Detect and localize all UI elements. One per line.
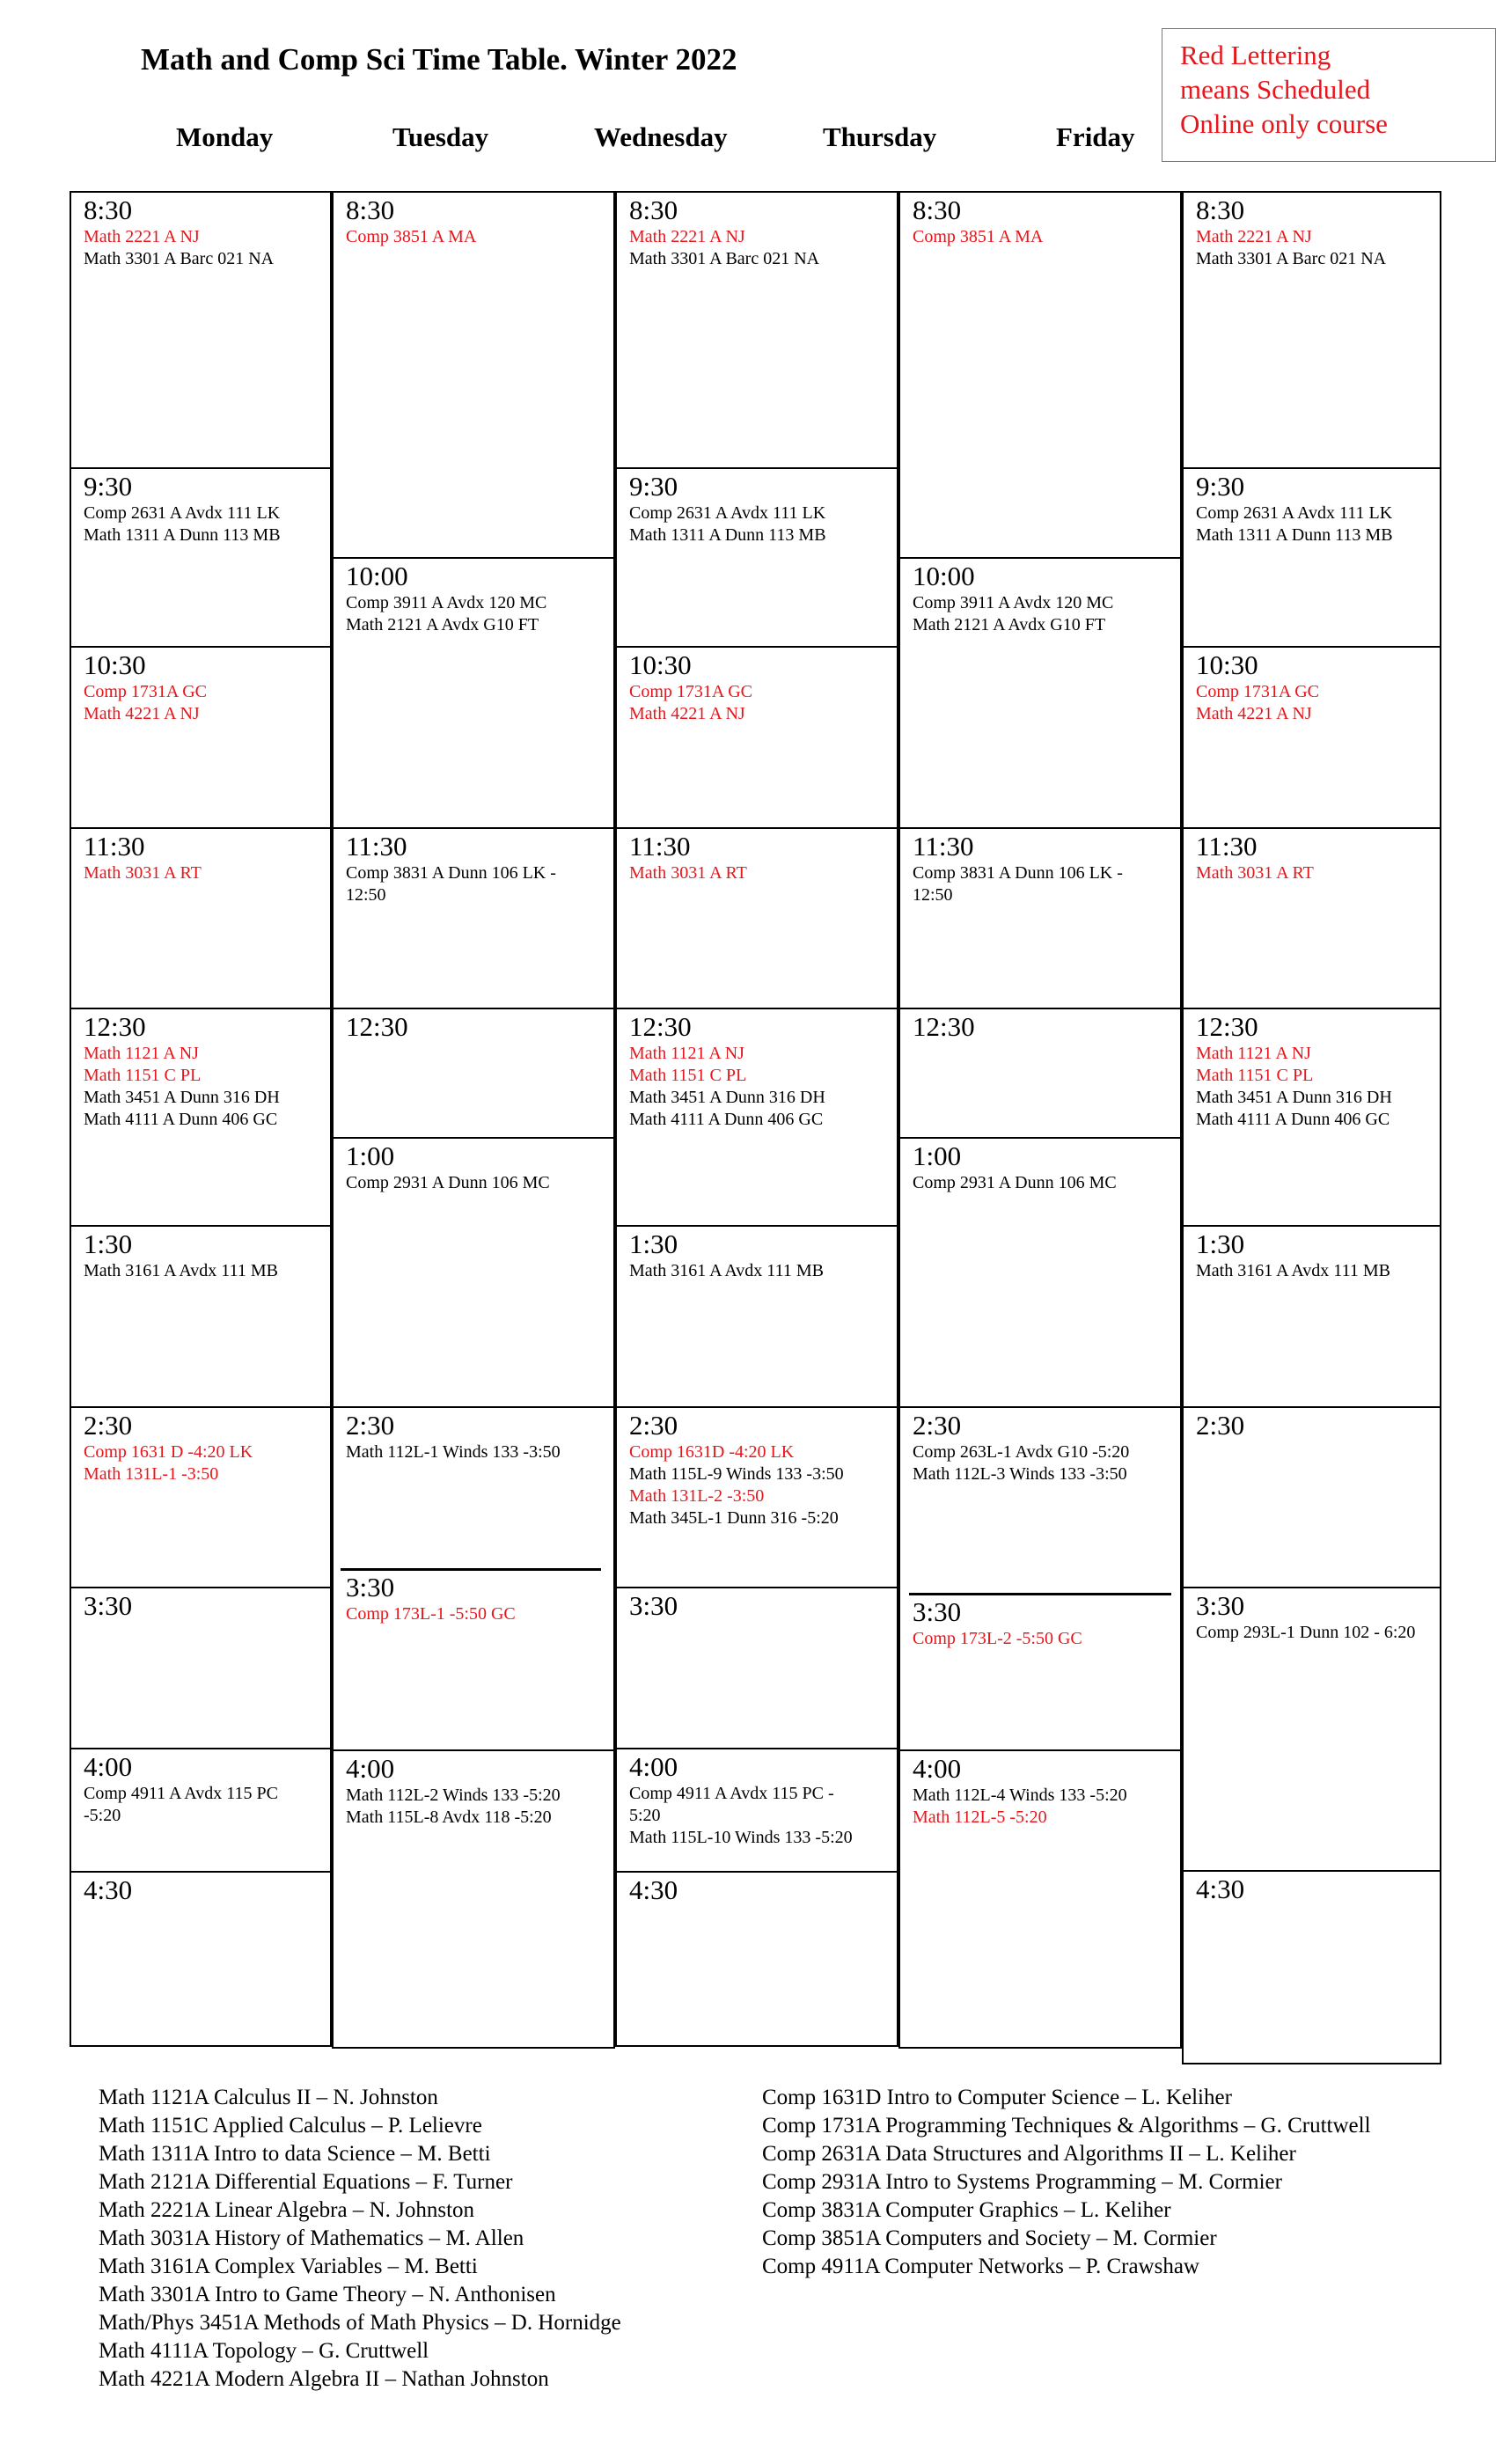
slot-content: [913, 831, 1171, 906]
slot-time: 2:30: [913, 1410, 962, 1441]
slot-time: 11:30: [913, 831, 974, 862]
slot-time: 1:30: [1196, 1228, 1245, 1259]
page-title: Math and Comp Sci Time Table. Winter 2022: [141, 42, 737, 77]
slot-time: 8:30: [84, 194, 133, 225]
course-entry: Math 3031A History of Mathematics – M. Allen: [99, 2226, 524, 2250]
course-entry: Math 115L-9 Winds 133 -3:50: [629, 1464, 844, 1484]
slot-content: [1196, 1011, 1431, 1131]
slot-content: [1196, 1590, 1431, 1644]
slot-content: [84, 1874, 321, 1906]
course-entry: Math 112L-4 Winds 133 -5:20: [913, 1786, 1127, 1805]
time-slot: [1182, 1870, 1441, 2064]
course-entry: Comp 2631 A Avdx 111 LK: [1196, 503, 1393, 523]
time-slot: [898, 557, 1182, 829]
course-entry: Math 112L-2 Winds 133 -5:20: [346, 1786, 561, 1805]
time-slot: [615, 191, 898, 469]
time-slot: [332, 191, 615, 559]
online-course-entry: Comp 3851 A MA: [913, 227, 1044, 246]
slot-content: [629, 649, 888, 725]
course-entry: Math 3301 A Barc 021 NA: [84, 249, 275, 268]
slot-content: [629, 831, 888, 884]
course-entry: Math 3161A Complex Variables – M. Betti: [99, 2255, 478, 2278]
slot-time: 10:00: [913, 561, 975, 591]
slot-time: 2:30: [1196, 1410, 1245, 1441]
slot-time: 3:30: [629, 1590, 678, 1621]
slot-time: 12:30: [1196, 1011, 1258, 1042]
course-entry: Comp 3831 A Dunn 106 LK -: [913, 863, 1123, 883]
slot-content: [346, 831, 605, 906]
course-entry: Math 1311 A Dunn 113 MB: [629, 525, 826, 545]
slot-content: [913, 1753, 1171, 1829]
slot-time: 1:00: [346, 1140, 395, 1171]
course-entry: Comp 2631A Data Structures and Algorithms II – L. Keliher: [762, 2142, 1296, 2166]
legend-line-1: Red Lettering: [1180, 40, 1331, 70]
time-slot: [898, 1008, 1182, 1139]
online-course-entry: Math 1121 A NJ: [1196, 1044, 1311, 1063]
online-course-entry: Math 112L-5 -5:20: [913, 1808, 1047, 1827]
course-entry: Comp 2631 A Avdx 111 LK: [84, 503, 281, 523]
online-course-entry: Math 4221 A NJ: [84, 704, 200, 723]
course-entry: Comp 2931 A Dunn 106 MC: [913, 1173, 1117, 1192]
slot-content: [629, 194, 888, 270]
course-entry: Math 3161 A Avdx 111 MB: [1196, 1261, 1390, 1280]
time-slot: [70, 646, 332, 829]
time-slot: [332, 557, 615, 829]
slot-time: 2:30: [346, 1410, 395, 1441]
course-entry: Math 4111A Topology – G. Cruttwell: [99, 2339, 429, 2363]
time-slot: [70, 191, 332, 469]
slot-content: [1196, 831, 1431, 884]
course-entry: Math 2121A Differential Equations – F. Turner: [99, 2170, 513, 2194]
slot-time: 9:30: [1196, 471, 1245, 502]
legend-box: [1162, 28, 1496, 162]
course-entry: Math 1311A Intro to data Science – M. Betti: [99, 2142, 491, 2166]
slot-content: [629, 1751, 888, 1849]
online-course-entry: Comp 1631 D -4:20 LK: [84, 1442, 253, 1462]
slot-time: 3:30: [913, 1596, 962, 1627]
time-slot: [615, 1008, 898, 1227]
time-slot: [615, 1406, 898, 1588]
slot-time: 8:30: [629, 194, 678, 225]
slot-time: 9:30: [629, 471, 678, 502]
time-slot: [70, 1587, 332, 1749]
slot-content: [1196, 1874, 1431, 1905]
slot-time: 4:30: [84, 1874, 133, 1905]
course-entry: Math 3301 A Barc 021 NA: [1196, 249, 1387, 268]
online-course-entry: Math 2221 A NJ: [84, 227, 200, 246]
time-slot: [70, 1225, 332, 1408]
course-entry: Comp 293L-1 Dunn 102 - 6:20: [1196, 1623, 1416, 1642]
online-course-entry: Math 1151 C PL: [1196, 1066, 1314, 1085]
slot-content: [913, 1011, 1171, 1043]
time-slot: [332, 1749, 615, 2049]
course-entry: Math 3161 A Avdx 111 MB: [84, 1261, 278, 1280]
slot-content: [629, 1410, 888, 1529]
course-entry: Comp 1731A Programming Techniques & Algorithms – G. Cruttwell: [762, 2114, 1371, 2138]
course-entry: Comp 2931A Intro to Systems Programming – M. Cormier: [762, 2170, 1282, 2194]
slot-time: 4:00: [913, 1753, 962, 1784]
slot-content: [84, 1228, 321, 1282]
course-entry: Comp 4911A Computer Networks – P. Crawshaw: [762, 2255, 1199, 2278]
course-entry: Comp 263L-1 Avdx G10 -5:20: [913, 1442, 1130, 1462]
slot-content: [629, 1228, 888, 1282]
course-entry: Math 1121A Calculus II – N. Johnston: [99, 2086, 438, 2109]
slot-content: [346, 1140, 605, 1194]
day-column-friday: [1182, 191, 1441, 2041]
course-entry: Math 3451 A Dunn 316 DH: [1196, 1088, 1392, 1107]
day-column-thursday: [898, 191, 1182, 2041]
course-entry: Math 2221A Linear Algebra – N. Johnston: [99, 2198, 475, 2222]
slot-time: 4:00: [84, 1751, 133, 1782]
day-header-wednesday: Wednesday: [594, 121, 728, 152]
slot-time: 8:30: [913, 194, 962, 225]
day-header-monday: Monday: [176, 121, 274, 152]
time-slot: [1182, 1406, 1441, 1588]
course-entry: Math 3451 A Dunn 316 DH: [84, 1088, 280, 1107]
time-slot: [70, 827, 332, 1009]
time-slot: [615, 827, 898, 1009]
slot-content: [629, 1590, 888, 1622]
online-course-entry: Math 4221 A NJ: [629, 704, 745, 723]
slot-time: 9:30: [84, 471, 133, 502]
course-entry: Math 4111 A Dunn 406 GC: [1196, 1110, 1390, 1129]
time-slot: [332, 1406, 615, 1751]
course-entry: Math 112L-1 Winds 133 -3:50: [346, 1442, 561, 1462]
slot-time: 11:30: [629, 831, 691, 862]
slot-time: 1:30: [84, 1228, 133, 1259]
day-header-friday: Friday: [1056, 121, 1135, 152]
course-entry: Math 4111 A Dunn 406 GC: [84, 1110, 278, 1129]
time-slot: [615, 1871, 898, 2047]
slot-content: [629, 471, 888, 546]
slot-content: [84, 1590, 321, 1622]
course-entry: Math 115L-8 Avdx 118 -5:20: [346, 1808, 552, 1827]
course-entry: Math 4111 A Dunn 406 GC: [629, 1110, 824, 1129]
online-course-entry: Comp 173L-2 -5:50 GC: [913, 1629, 1082, 1648]
online-course-entry: Math 1121 A NJ: [84, 1044, 199, 1063]
slot-time: 3:30: [346, 1572, 395, 1602]
course-list-math: [99, 2084, 621, 2394]
slot-content: [84, 831, 321, 884]
course-entry: Math 2121 A Avdx G10 FT: [913, 615, 1106, 634]
slot-content: [913, 561, 1171, 636]
slot-time: 4:30: [1196, 1874, 1245, 1904]
slot-content: [1196, 194, 1431, 270]
slot-content: [84, 194, 321, 270]
online-course-entry: Math 3031 A RT: [84, 863, 202, 883]
slot-time: 11:30: [1196, 831, 1258, 862]
slot-content: [84, 1751, 321, 1827]
slot-time: 10:30: [84, 649, 146, 680]
slot-time: 12:30: [346, 1011, 408, 1042]
slot-time: 8:30: [346, 194, 395, 225]
course-entry: Math 115L-10 Winds 133 -5:20: [629, 1828, 853, 1847]
course-entry: Math 2121 A Avdx G10 FT: [346, 615, 539, 634]
slot-content: [1196, 649, 1431, 725]
course-entry: Comp 3911 A Avdx 120 MC: [913, 593, 1114, 612]
time-slot: [1182, 191, 1441, 469]
online-course-entry: Math 131L-1 -3:50: [84, 1464, 219, 1484]
time-slot: [615, 646, 898, 829]
course-entry: Math 3301 A Barc 021 NA: [629, 249, 820, 268]
course-entry: Math 3301A Intro to Game Theory – N. Anthonisen: [99, 2283, 556, 2306]
time-slot: [898, 827, 1182, 1009]
course-entry: Math 345L-1 Dunn 316 -5:20: [629, 1508, 839, 1528]
time-slot: [615, 467, 898, 648]
slot-content: [346, 194, 605, 248]
time-slot: [898, 191, 1182, 559]
course-entry: Math 4221A Modern Algebra II – Nathan Johnston: [99, 2367, 549, 2391]
day-header-tuesday: Tuesday: [392, 121, 489, 152]
slot-time: 12:30: [629, 1011, 692, 1042]
course-entry: Comp 4911 A Avdx 115 PC: [84, 1784, 278, 1803]
online-course-entry: Comp 1631D -4:20 LK: [629, 1442, 795, 1462]
slot-time: 4:30: [629, 1874, 678, 1905]
course-entry: 5:20: [629, 1806, 661, 1825]
time-slot: [70, 1406, 332, 1588]
course-entry: Math 3451 A Dunn 316 DH: [629, 1088, 825, 1107]
online-course-entry: Comp 1731A GC: [1196, 682, 1320, 701]
online-course-entry: Math 2221 A NJ: [629, 227, 745, 246]
day-header-thursday: Thursday: [823, 121, 937, 152]
time-slot: [1182, 646, 1441, 829]
slot-content: [629, 1011, 888, 1131]
course-entry: Comp 1631D Intro to Computer Science – L. Keliher: [762, 2086, 1232, 2109]
course-entry: Comp 3831A Computer Graphics – L. Keliher: [762, 2198, 1171, 2222]
slot-time: 11:30: [84, 831, 145, 862]
slot-content: [346, 1410, 605, 1463]
course-entry: Math 1151C Applied Calculus – P. Lelievre: [99, 2114, 482, 2138]
course-list-comp: [762, 2084, 1371, 2281]
slot-time: 10:00: [346, 561, 408, 591]
slot-content: [84, 1410, 321, 1485]
slot-content: [346, 1753, 605, 1829]
slot-time: 3:30: [84, 1590, 133, 1621]
slot-content: [913, 1410, 1171, 1485]
course-entry: Math 112L-3 Winds 133 -3:50: [913, 1464, 1127, 1484]
time-slot: [70, 467, 332, 648]
slot-time: 1:30: [629, 1228, 678, 1259]
slot-content: [913, 1140, 1171, 1194]
course-entry: Math/Phys 3451A Methods of Math Physics – D. Hornidge: [99, 2311, 621, 2335]
online-course-entry: Comp 3851 A MA: [346, 227, 477, 246]
time-slot: [615, 1225, 898, 1408]
slot-time: 4:00: [629, 1751, 678, 1782]
online-course-entry: Math 2221 A NJ: [1196, 227, 1312, 246]
time-slot: [1182, 827, 1441, 1009]
course-entry: Comp 2931 A Dunn 106 MC: [346, 1173, 550, 1192]
slot-content: [346, 1011, 605, 1043]
time-slot: [615, 1587, 898, 1749]
time-slot: [70, 1871, 332, 2047]
time-slot: [332, 1008, 615, 1139]
online-course-entry: Math 3031 A RT: [1196, 863, 1314, 883]
time-slot: [70, 1748, 332, 1873]
timetable-grid: [70, 191, 1441, 2041]
online-course-entry: Math 3031 A RT: [629, 863, 747, 883]
slot-time: 12:30: [84, 1011, 146, 1042]
time-slot: [1182, 1587, 1441, 1872]
day-column-tuesday: [332, 191, 615, 2041]
course-entry: -5:20: [84, 1806, 121, 1825]
day-column-monday: [70, 191, 332, 2041]
course-entry: Math 1311 A Dunn 113 MB: [1196, 525, 1393, 545]
slot-content: [913, 1596, 1082, 1650]
course-entry: Comp 3911 A Avdx 120 MC: [346, 593, 547, 612]
course-entry: Comp 2631 A Avdx 111 LK: [629, 503, 826, 523]
slot-time: 2:30: [629, 1410, 678, 1441]
legend-line-2: means Scheduled: [1180, 74, 1371, 105]
slot-content: [84, 1011, 321, 1131]
slot-content: [84, 471, 321, 546]
legend-line-3: Online only course: [1180, 108, 1388, 139]
online-course-entry: Comp 1731A GC: [629, 682, 753, 701]
slot-divider: [341, 1568, 601, 1571]
slot-content: [1196, 471, 1431, 546]
online-course-entry: Comp 173L-1 -5:50 GC: [346, 1604, 516, 1624]
slot-content: [84, 649, 321, 725]
slot-divider: [909, 1593, 1171, 1595]
time-slot: [1182, 467, 1441, 648]
slot-time: 4:00: [346, 1753, 395, 1784]
online-course-entry: Math 4221 A NJ: [1196, 704, 1312, 723]
slot-time: 12:30: [913, 1011, 975, 1042]
slot-content: [1196, 1228, 1431, 1282]
slot-time: 8:30: [1196, 194, 1245, 225]
online-course-entry: Math 1151 C PL: [84, 1066, 202, 1085]
slot-content: [346, 1572, 516, 1625]
slot-content: [1196, 1410, 1431, 1441]
course-entry: 12:50: [913, 885, 953, 905]
online-course-entry: Math 1121 A NJ: [629, 1044, 744, 1063]
day-column-wednesday: [615, 191, 898, 2041]
slot-time: 10:30: [629, 649, 692, 680]
online-course-entry: Math 131L-2 -3:50: [629, 1486, 765, 1506]
slot-content: [629, 1874, 888, 1906]
time-slot: [332, 827, 615, 1009]
time-slot: [70, 1008, 332, 1227]
time-slot: [898, 1749, 1182, 2049]
course-entry: 12:50: [346, 885, 386, 905]
slot-time: 1:00: [913, 1140, 962, 1171]
time-slot: [332, 1137, 615, 1408]
slot-content: [346, 561, 605, 636]
time-slot: [898, 1137, 1182, 1408]
slot-time: 2:30: [84, 1410, 133, 1441]
slot-time: 3:30: [1196, 1590, 1245, 1621]
course-entry: Comp 3831 A Dunn 106 LK -: [346, 863, 556, 883]
time-slot: [1182, 1225, 1441, 1408]
course-entry: Math 3161 A Avdx 111 MB: [629, 1261, 824, 1280]
time-slot: [898, 1406, 1182, 1751]
slot-time: 10:30: [1196, 649, 1258, 680]
course-entry: Comp 3851A Computers and Society – M. Cormier: [762, 2226, 1217, 2250]
online-course-entry: Comp 1731A GC: [84, 682, 208, 701]
online-course-entry: Math 1151 C PL: [629, 1066, 747, 1085]
slot-content: [913, 194, 1171, 248]
time-slot: [1182, 1008, 1441, 1227]
time-slot: [615, 1748, 898, 1873]
course-entry: Math 1311 A Dunn 113 MB: [84, 525, 281, 545]
course-entry: Comp 4911 A Avdx 115 PC -: [629, 1784, 834, 1803]
slot-time: 11:30: [346, 831, 407, 862]
